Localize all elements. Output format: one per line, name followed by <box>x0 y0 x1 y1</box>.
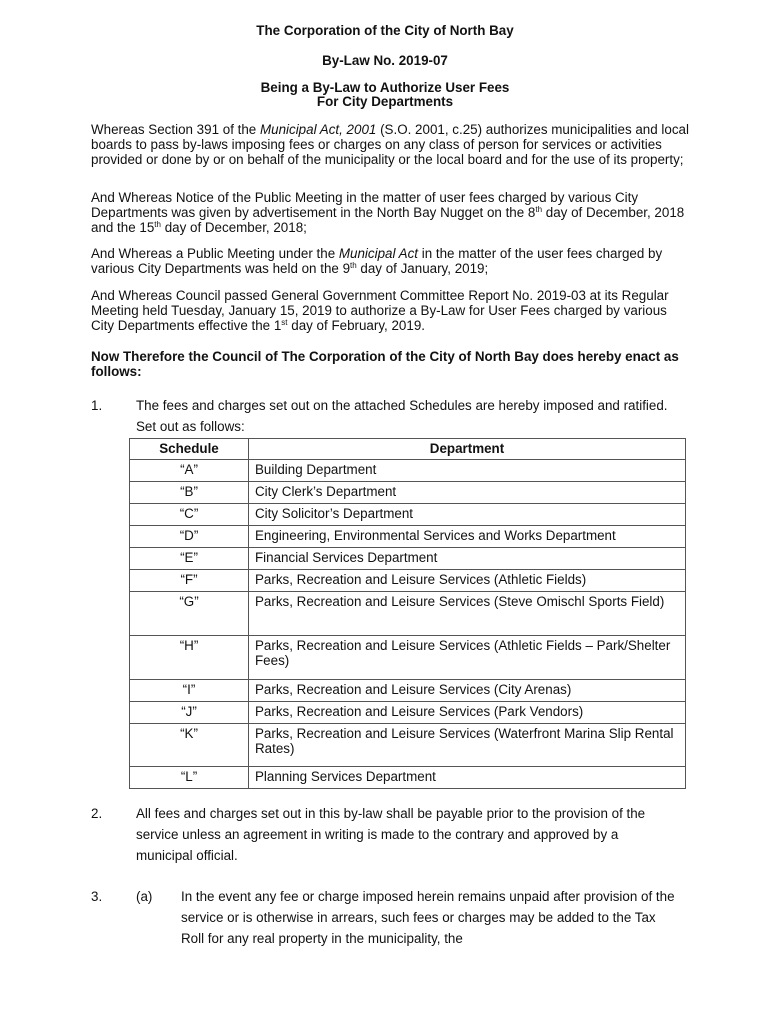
bylaw-number: By-Law No. 2019-07 <box>322 53 448 68</box>
table-row <box>130 504 686 526</box>
table-row <box>130 592 686 636</box>
department-cell: Parks, Recreation and Leisure Services (Park Vendors) <box>249 702 686 724</box>
department-cell: City Solicitor’s Department <box>249 504 686 526</box>
item-2-text: All fees and charges set out in this by-law shall be payable prior to the provision of the service unless an agreement in writing is made to the contrary and approved by a municipal official. <box>136 806 646 863</box>
schedule-cell: “J” <box>130 702 249 724</box>
department-cell: Parks, Recreation and Leisure Services (Waterfront Marina Slip Rental Rates) <box>249 724 686 767</box>
item-2-number: 2. <box>91 806 103 821</box>
department-cell: Building Department <box>249 460 686 482</box>
recital-2: And Whereas Notice of the Public Meeting in the matter of user fees charged by various City Departments was given by advertisement in the North Bay Nugget on the 8th day of December, 2018 and the 15th day of December, 2018; <box>91 190 685 235</box>
recital-4: And Whereas Council passed General Government Committee Report No. 2019-03 at its Regular Meeting held Tuesday, January 15, 2019 to authorize a By-Law for User Fees charged by various City Departments effective the 1st day of February, 2019. <box>91 288 669 333</box>
department-cell: City Clerk’s Department <box>249 482 686 504</box>
schedule-cell: “D” <box>130 526 249 548</box>
schedule-cell: “F” <box>130 570 249 592</box>
schedule-cell: “K” <box>130 724 249 767</box>
table-row <box>130 724 686 767</box>
item-3a-label: (a) <box>136 889 153 904</box>
schedule-cell: “A” <box>130 460 249 482</box>
schedule-table <box>129 438 686 789</box>
schedule-column-header: Schedule <box>130 439 249 460</box>
schedule-cell: “E” <box>130 548 249 570</box>
bylaw-subtitle-line-1: Being a By-Law to Authorize User Fees <box>260 80 510 95</box>
table-row <box>130 570 686 592</box>
enactment-clause: Now Therefore the Council of The Corporation of the City of North Bay does hereby enact as follows: <box>91 349 679 379</box>
table-row <box>130 767 686 789</box>
recital-1: Whereas Section 391 of the Municipal Act, 2001 (S.O. 2001, c.25) authorizes municipalities and local boards to pass by-laws imposing fees or charges on any class of person for services or activities provided or done by or on behalf of the municipality or the local board and for the use of its property; <box>91 122 689 167</box>
item-1-text: The fees and charges set out on the attached Schedules are hereby imposed and ratified. Set out as follows: <box>136 398 668 434</box>
table-row <box>130 636 686 680</box>
department-cell: Parks, Recreation and Leisure Services (Athletic Fields – Park/Shelter Fees) <box>249 636 686 680</box>
bylaw-subtitle-line-2: For City Departments <box>316 94 454 109</box>
schedule-cell: “B” <box>130 482 249 504</box>
department-column-header: Department <box>249 439 686 460</box>
table-row <box>130 680 686 702</box>
item-3-number: 3. <box>91 889 103 904</box>
table-row <box>130 460 686 482</box>
item-3a-text: In the event any fee or charge imposed herein remains unpaid after provision of the service or is otherwise in arrears, such fees or charges may be added to the Tax Roll for any real property in the municipality, the <box>181 889 675 946</box>
schedule-cell: “I” <box>130 680 249 702</box>
table-row <box>130 482 686 504</box>
department-cell: Planning Services Department <box>249 767 686 789</box>
item-1-number: 1. <box>91 398 103 413</box>
table-row <box>130 702 686 724</box>
schedule-cell: “G” <box>130 592 249 636</box>
department-cell: Parks, Recreation and Leisure Services (City Arenas) <box>249 680 686 702</box>
recital-3: And Whereas a Public Meeting under the Municipal Act in the matter of the user fees charged by various City Departments was held on the 9th day of January, 2019; <box>91 246 663 276</box>
department-cell: Engineering, Environmental Services and Works Department <box>249 526 686 548</box>
department-cell: Financial Services Department <box>249 548 686 570</box>
schedule-cell: “L” <box>130 767 249 789</box>
department-cell: Parks, Recreation and Leisure Services (Athletic Fields) <box>249 570 686 592</box>
table-row <box>130 548 686 570</box>
department-cell: Parks, Recreation and Leisure Services (Steve Omischl Sports Field) <box>249 592 686 636</box>
schedule-cell: “C” <box>130 504 249 526</box>
schedule-table-header <box>130 439 686 460</box>
corporation-title: The Corporation of the City of North Bay <box>256 23 514 38</box>
schedule-cell: “H” <box>130 636 249 680</box>
table-row <box>130 526 686 548</box>
